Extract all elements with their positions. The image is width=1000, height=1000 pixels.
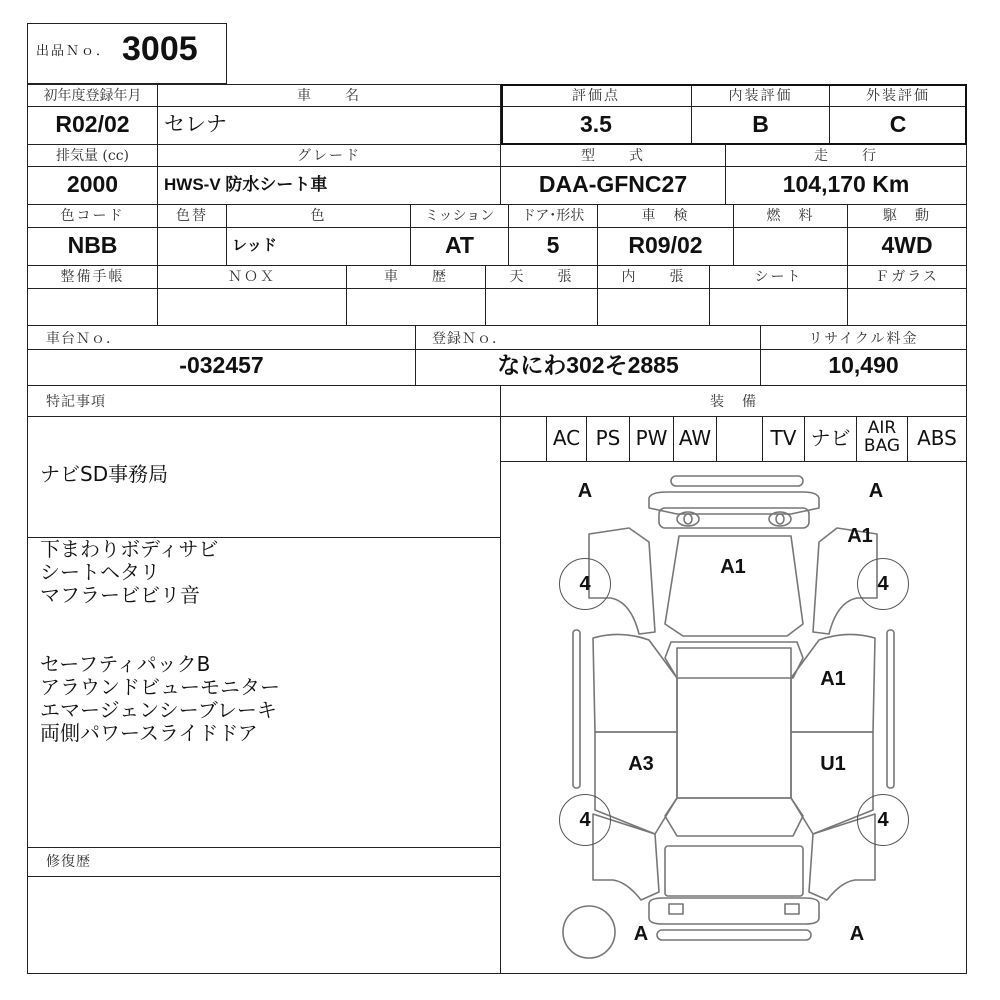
inspection-value: R09/02	[628, 232, 703, 258]
chassis-value: -032457	[179, 352, 264, 378]
mark-right-front-fender: A1	[847, 525, 873, 547]
equipment-label: 装 備	[710, 394, 758, 410]
equipment-tv: TV	[770, 426, 797, 450]
displacement-label: 排気量 (cc)	[55, 148, 130, 164]
tyre-front-right: 4	[857, 558, 909, 610]
mark-left-rear-door: A3	[628, 753, 654, 775]
model-label: 型 式	[581, 148, 645, 164]
color-value: レッド	[232, 237, 277, 254]
tyre-rear-left: 4	[559, 794, 611, 846]
divider	[27, 847, 500, 848]
score-value: 3.5	[580, 111, 612, 137]
mark-rear-right-corner: A	[849, 923, 865, 945]
lot-number: 3005	[122, 30, 198, 68]
mark-rear-left-corner: A	[633, 923, 649, 945]
drive-value: 4WD	[881, 232, 933, 258]
equipment-navi: ナビ	[810, 426, 851, 450]
front-glass-label: Ｆガラス	[875, 269, 939, 285]
equipment-pw: PW	[635, 426, 668, 450]
mileage-value: 104,170 Km	[782, 171, 910, 197]
divider	[27, 288, 967, 289]
nox-label: ＮＯＸ	[228, 269, 276, 285]
divider	[716, 416, 717, 461]
divider	[27, 265, 967, 266]
exterior-label: 外装評価	[866, 88, 930, 104]
interior-trim-label: 内 張	[621, 269, 686, 285]
door-value: 5	[546, 232, 560, 258]
interior-label: 内装評価	[728, 88, 793, 104]
note-block-2: 下まわりボディサビ シートヘタリ マフラービビリ音	[40, 537, 219, 607]
first-registration-value: R02/02	[55, 111, 130, 137]
model-value: DAA-GFNC27	[538, 171, 688, 197]
mark-right-rear-door: U1	[820, 753, 846, 775]
grade-value: HWS-V 防水シート車	[164, 175, 328, 194]
registration-label: 登録Ｎｏ．	[432, 331, 507, 347]
registration-value: なにわ302そ2885	[497, 352, 679, 378]
grade-label: グレード	[297, 148, 361, 164]
color-code-value: NBB	[67, 232, 118, 258]
mark-hood: A1	[720, 556, 746, 578]
mark-right-front-door: A1	[820, 668, 846, 690]
equipment-aw: AW	[678, 426, 712, 450]
tyre-front-left: 4	[559, 558, 611, 610]
mark-front-left-corner: A	[577, 480, 593, 502]
displacement-value: 2000	[66, 171, 119, 197]
inspection-label: 車 検	[641, 208, 690, 224]
divider	[27, 166, 967, 167]
special-notes-label: 特記事項	[46, 394, 106, 410]
equipment-ac: AC	[552, 426, 581, 450]
equipment-airbag: AIR BAG	[863, 418, 901, 456]
divider	[27, 204, 967, 205]
divider	[27, 227, 967, 228]
seat-label: シート	[754, 269, 803, 285]
door-label: ドア･形状	[521, 208, 585, 224]
service-book-label: 整備手帳	[60, 269, 125, 285]
divider	[27, 385, 967, 386]
car-name-label: 車 名	[297, 88, 361, 104]
mission-value: AT	[445, 232, 474, 258]
tyre-rear-right: 4	[857, 794, 909, 846]
lot-label: 出品Ｎｏ．	[36, 44, 112, 59]
equipment-ps: PS	[595, 426, 621, 450]
note-block-3: セーフティパックB アラウンドビューモニター エマージェンシーブレーキ 両側パワースライドドア	[40, 652, 280, 745]
chassis-label: 車台Ｎｏ．	[46, 331, 121, 347]
drive-label: 駆 動	[883, 208, 931, 224]
mileage-label: 走 行	[814, 148, 878, 164]
mission-label: ミッション	[424, 208, 495, 224]
score-label: 評価点	[572, 88, 620, 104]
interior-value: B	[752, 111, 769, 137]
mark-front-right-corner: A	[868, 480, 884, 502]
car-diagram	[501, 462, 966, 973]
note-line-1: ナビSD事務局	[40, 462, 169, 486]
equipment-abs: ABS	[917, 426, 957, 450]
recycle-label: リサイクル料金	[808, 331, 919, 347]
color-code-label: 色コード	[60, 208, 125, 224]
divider	[27, 325, 967, 326]
car-name-value: セレナ	[164, 112, 227, 136]
repair-history-label: 修復歴	[46, 854, 91, 870]
fuel-label: 燃 料	[766, 208, 815, 224]
first-registration-label: 初年度登録年月	[43, 88, 142, 104]
recycle-value: 10,490	[828, 352, 899, 378]
repaint-label: 色替	[176, 208, 208, 224]
color-label: 色	[310, 208, 327, 224]
history-label: 車 歴	[384, 269, 448, 285]
exterior-value: C	[889, 111, 907, 137]
roof-label: 天 張	[509, 269, 574, 285]
divider	[27, 876, 500, 877]
